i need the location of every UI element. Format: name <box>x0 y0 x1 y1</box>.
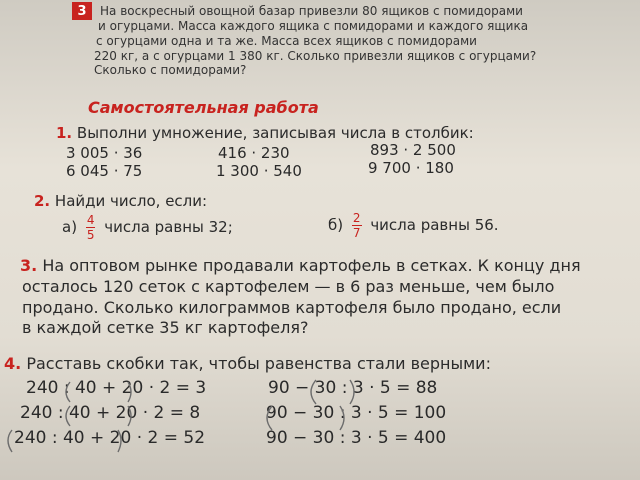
task1-item: 416 · 230 <box>218 144 290 162</box>
task4-number: 4. <box>4 354 22 373</box>
task1-item: 1 300 · 540 <box>216 162 302 180</box>
task1-number: 1. <box>56 124 73 142</box>
task1-heading <box>56 124 474 142</box>
task3-line <box>20 256 581 275</box>
task4-equation: 90 − 30 : 3 · 5 = 100 <box>266 403 447 423</box>
fraction-numerator: 2 <box>352 211 361 225</box>
fraction-denominator: 5 <box>86 228 95 242</box>
task1-item: 9 700 · 180 <box>368 159 454 177</box>
task2-number: 2. <box>34 192 51 210</box>
fraction-denominator: 7 <box>352 226 361 240</box>
task4-equation: 240 : 40 + 20 · 2 = 3 <box>26 378 207 398</box>
problem3-line: Сколько с помидорами? <box>94 63 247 77</box>
task4-equation: 90 − 30 : 3 · 5 = 88 <box>268 378 438 398</box>
problem3-line: 220 кг, а с огурцами 1 380 кг. Сколько привезли ящиков с огурцами? <box>94 49 537 63</box>
problem3-line: с огурцами одна и та же. Масса всех ящиков с помидорами <box>96 34 477 48</box>
task3-text: На оптовом рынке продавали картофель в сетках. К концу дня <box>42 256 581 275</box>
task1-item: 6 045 · 75 <box>66 162 143 180</box>
task3-line: продано. Сколько килограммов картофеля было продано, если <box>22 298 562 317</box>
task2-b-fraction <box>352 212 362 239</box>
task2-part-b <box>328 212 499 239</box>
task2-b-label: б) <box>328 216 344 234</box>
task1-item: 3 005 · 36 <box>66 144 143 162</box>
task1-text: Выполни умножение, записывая числа в столбик: <box>76 124 474 142</box>
task4-text: Расставь скобки так, чтобы равенства стали верными: <box>26 354 491 373</box>
problem3-line: На воскресный овощной базар привезли 80 ящиков с помидорами <box>100 4 523 18</box>
fraction-numerator: 4 <box>86 213 95 227</box>
task1-item: 893 · 2 500 <box>370 141 456 159</box>
problem-number-badge: 3 <box>72 2 92 20</box>
task4-equation: 90 − 30 : 3 · 5 = 400 <box>266 428 447 448</box>
task3-line: осталось 120 сеток с картофелем — в 6 раз меньше, чем было <box>22 277 555 296</box>
task4-equation: 240 : 40 + 20 · 2 = 8 <box>20 403 201 423</box>
section-title: Самостоятельная работа <box>88 98 319 117</box>
task3-line: в каждой сетке 35 кг картофеля? <box>22 318 309 337</box>
task4-heading <box>4 354 491 373</box>
pencil-bracket <box>8 430 12 452</box>
task2-a-text: числа равны 32; <box>104 218 233 236</box>
task2-b-text: числа равны 56. <box>370 216 499 234</box>
task4-equation: 240 : 40 + 20 · 2 = 52 <box>14 428 206 448</box>
task2-heading <box>34 192 207 210</box>
task2-a-label: а) <box>62 218 78 236</box>
task2-a-fraction <box>86 214 96 241</box>
task2-part-a <box>62 214 233 241</box>
problem3-line: и огурцами. Масса каждого ящика с помидорами и каждого ящика <box>98 19 529 33</box>
task2-text: Найди число, если: <box>54 192 208 210</box>
task3-number: 3. <box>20 256 38 275</box>
